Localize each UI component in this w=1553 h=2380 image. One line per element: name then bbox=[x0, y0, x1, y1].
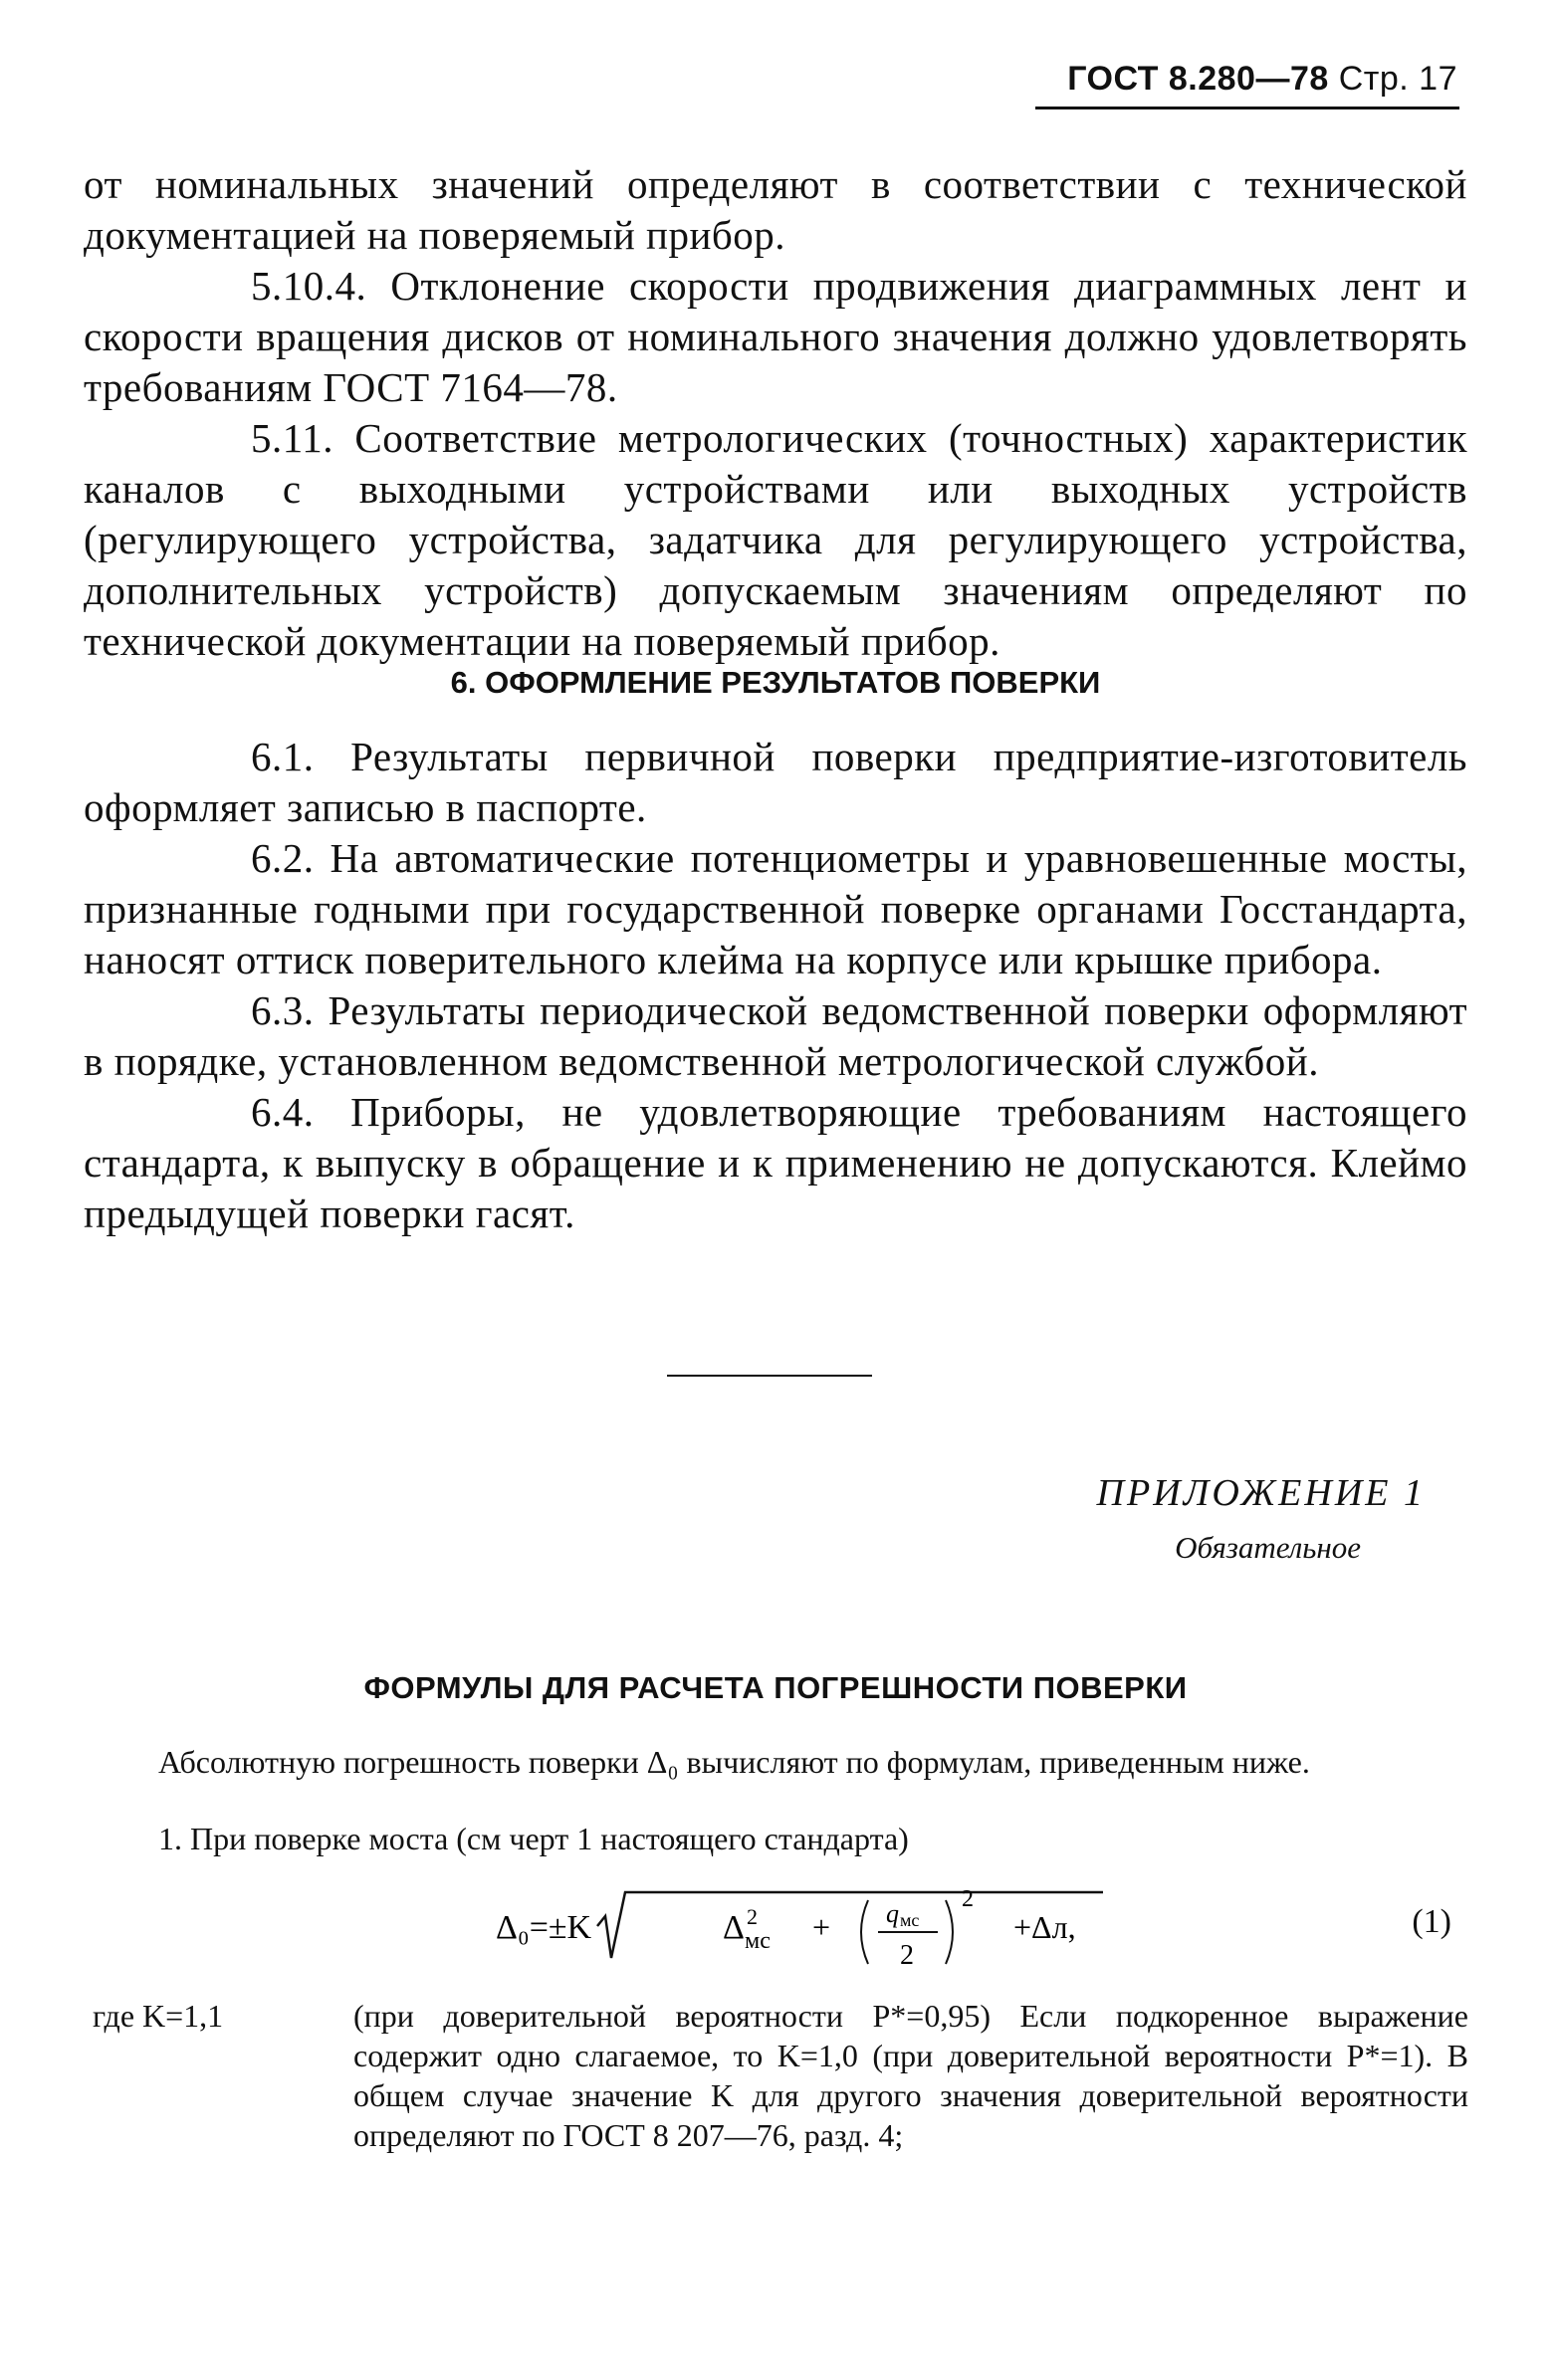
paragraph-6-3: 6.3. Результаты периодической ведомственной поверки оформляют в порядке, установленном ведомственной метрологической службой. bbox=[84, 987, 1467, 1084]
fraction-denominator: 2 bbox=[900, 1940, 914, 1971]
paragraph-6-4: 6.4. Приборы, не удовлетворяющие требованиям настоящего стандарта, к выпуску в обращение и к применению не допускаются. Клеймо предыдущей поверки гасят. bbox=[84, 1089, 1467, 1236]
appendix-intro bbox=[93, 1742, 1476, 1782]
header-rule bbox=[1035, 107, 1459, 109]
appendix-status: Обязательное bbox=[1175, 1530, 1361, 1565]
page-header bbox=[1067, 60, 1457, 99]
equation-number: (1) bbox=[1412, 1903, 1451, 1940]
right-paren bbox=[946, 1900, 953, 1964]
formula-tail: +Δл, bbox=[1013, 1909, 1076, 1945]
formula-svg bbox=[496, 1886, 1113, 1976]
page-number: Стр. 17 bbox=[1338, 60, 1457, 98]
paragraph-5-11: 5.11. Соответствие метрологических (точностных) характеристик каналов с выходными устройствами или выходных устройств (регулирующего устройства, задатчика для регулирующего устройства, дополнительных устройств) допускаемым значениям определяют по технической документации на поверяемый прибор. bbox=[84, 415, 1467, 664]
paragraph-6-1: 6.1. Результаты первичной поверки предприятие-изготовитель оформляет записью в паспорте. bbox=[84, 734, 1467, 830]
appendix-label: ПРИЛОЖЕНИЕ 1 bbox=[1096, 1472, 1426, 1514]
fraction-numerator-subscript: мс bbox=[900, 1910, 920, 1930]
paragraph-continued: от номинальных значений определяют в соответствии с технической документацией на поверяемый прибор. bbox=[84, 161, 1467, 258]
term1-delta: Δ bbox=[723, 1909, 745, 1946]
formula-1 bbox=[496, 1886, 1113, 1976]
term1-subscript: мс bbox=[745, 1928, 771, 1954]
formula-lhs: Δ₀=±K bbox=[496, 1909, 592, 1946]
formula-plus: + bbox=[812, 1909, 831, 1945]
paragraph-5-10-4: 5.10.4. Отклонение скорости продвижения диаграммных лент и скорости вращения дисков от номинального значения должно удовлетворять требованиям ГОСТ 7164—78. bbox=[84, 263, 1467, 410]
section-divider bbox=[667, 1375, 872, 1377]
standard-number: ГОСТ 8.280—78 bbox=[1067, 60, 1329, 98]
paragraph-6-2: 6.2. На автоматические потенциометры и уравновешенные мосты, признанные годными при государственной поверке органами Госстандарта, наносят оттиск поверительного клейма на корпусе или крышке прибора. bbox=[84, 835, 1467, 982]
left-paren bbox=[861, 1900, 868, 1964]
where-label: где K=1,1 bbox=[93, 1998, 224, 2034]
fraction-numerator: q bbox=[886, 1899, 899, 1928]
paren-power: 2 bbox=[962, 1886, 974, 1912]
item-1-text: 1. При поверке моста (см черт 1 настоящего стандарта) bbox=[158, 1821, 909, 1856]
section-6-text bbox=[84, 732, 1467, 1239]
where-definition bbox=[353, 1996, 1468, 2155]
intro-text: Абсолютную погрешность поверки Δ₀ вычисляют по формулам, приведенным ниже. bbox=[158, 1744, 1310, 1780]
appendix-heading: ФОРМУЛЫ ДЛЯ РАСЧЕТА ПОГРЕШНОСТИ ПОВЕРКИ bbox=[363, 1670, 1188, 1705]
term1-power: 2 bbox=[747, 1904, 758, 1929]
section-6-heading: 6. ОФОРМЛЕНИЕ РЕЗУЛЬТАТОВ ПОВЕРКИ bbox=[450, 665, 1101, 700]
where-definition-text: (при доверительной вероятности P*=0,95) Если подкоренное выражение содержит одно слагаемое, то K=1,0 (при доверительной вероятности P*=1). В общем случае значение K для другого значения доверительной вероятности определяют по ГОСТ 8 207—76, разд. 4; bbox=[353, 1998, 1468, 2153]
continuation-text bbox=[84, 159, 1467, 667]
